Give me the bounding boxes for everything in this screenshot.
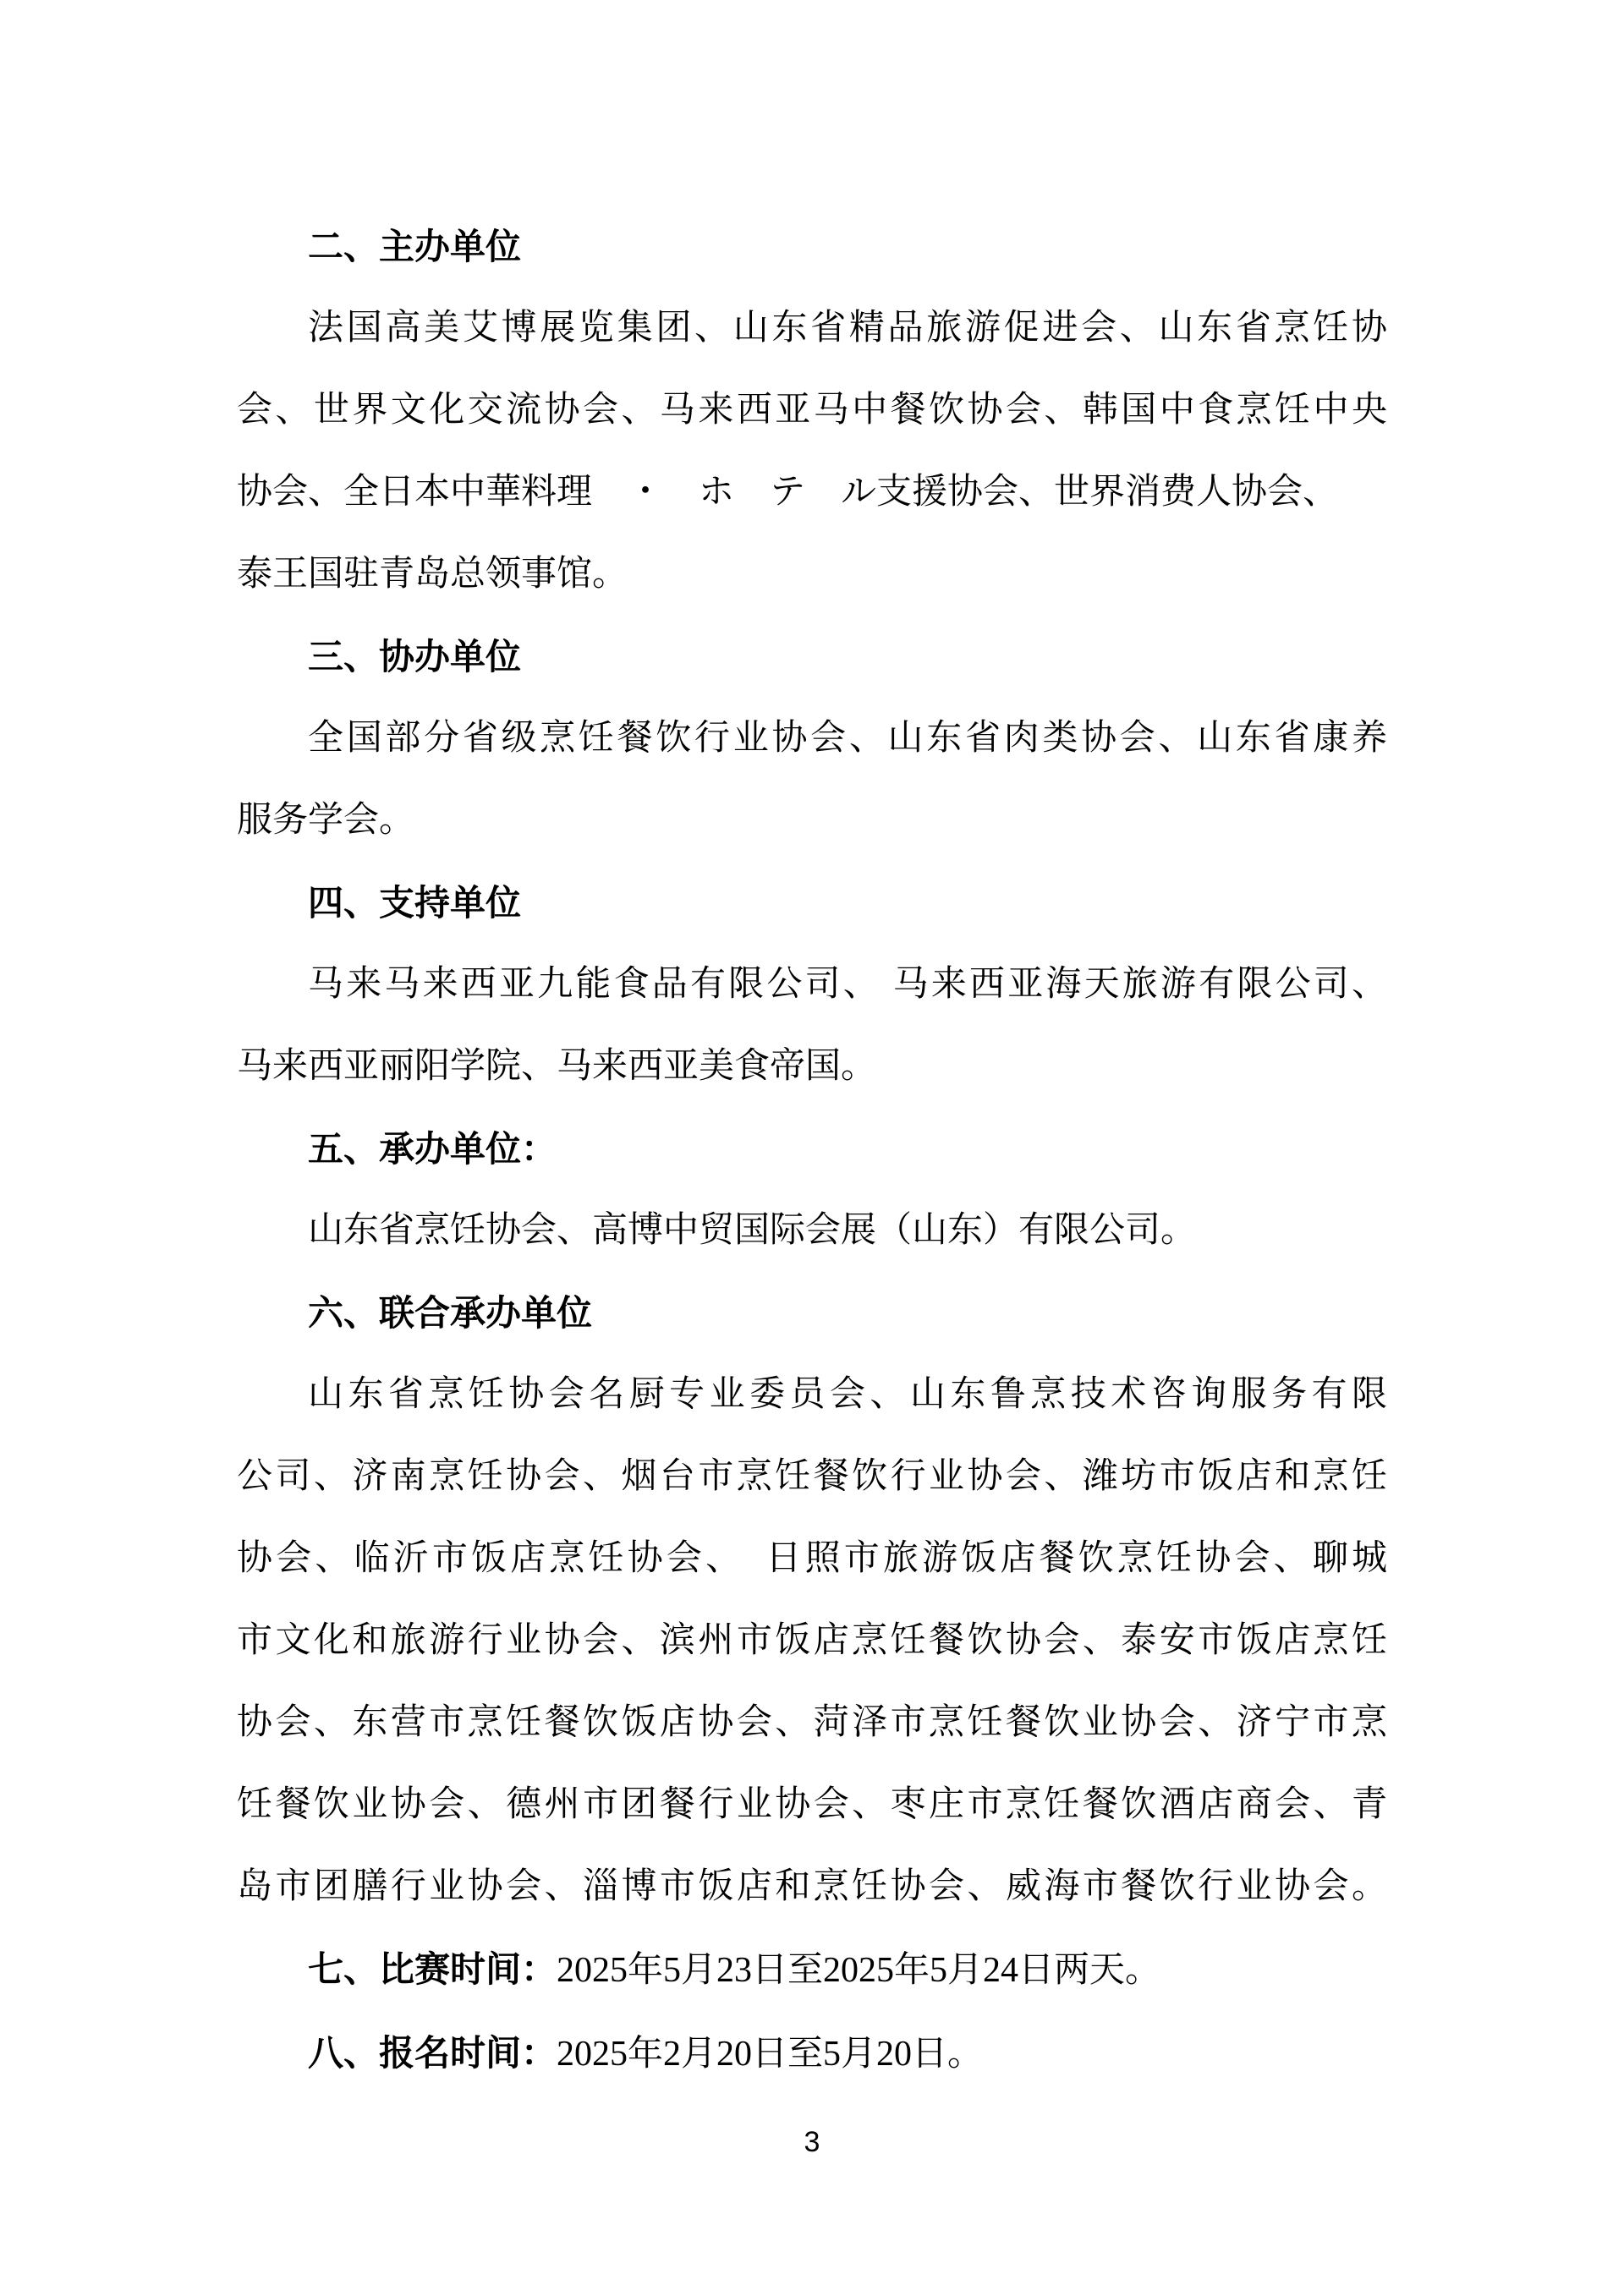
section-heading-supporters: 四、支持单位	[308, 883, 522, 923]
body-line: 山东省烹饪协会名厨专业委员会、山东鲁烹技术咨询服务有限	[308, 1375, 1387, 1414]
section-heading-co-organizers: 三、协办单位	[308, 637, 522, 677]
body-line: 市文化和旅游行业协会、滨州市饭店烹饪餐饮协会、泰安市饭店烹饪	[237, 1621, 1387, 1660]
competition-time-value: 2025年5月23日至2025年5月24日两天。	[557, 1951, 1161, 1990]
registration-time-label: 八、报名时间：	[308, 2033, 557, 2073]
body-line: 法国高美艾博展览集团、山东省精品旅游促进会、山东省烹饪协	[308, 309, 1387, 348]
body-line: 会、世界文化交流协会、马来西亚马中餐饮协会、韩国中食烹饪中央	[237, 391, 1387, 430]
section-heading-undertakers: 五、承办单位：	[308, 1129, 557, 1169]
body-line: 泰王国驻青岛总领事馆。	[237, 555, 628, 594]
registration-time-value: 2025年2月20日至5月20日。	[557, 2035, 984, 2074]
body-line: 协会、全日本中華料理 ・ ホ テ ル支援协会、世界消费人协会、	[237, 473, 1339, 512]
body-line: 协会、临沂市饭店烹饪协会、 日照市旅游饭店餐饮烹饪协会、聊城	[237, 1539, 1387, 1578]
body-line: 马来西亚丽阳学院、马来西亚美食帝国。	[237, 1047, 877, 1086]
body-line: 全国部分省级烹饪餐饮行业协会、山东省肉类协会、山东省康养	[308, 719, 1387, 758]
body-line: 岛市团膳行业协会、淄博市饭店和烹饪协会、威海市餐饮行业协会。	[237, 1867, 1387, 1906]
competition-time-line	[237, 1928, 1387, 2012]
section-heading-joint-undertakers: 六、联合承办单位	[308, 1293, 593, 1333]
section-heading-organizers: 二、主办单位	[308, 227, 522, 266]
body-line: 协会、东营市烹饪餐饮饭店协会、菏泽市烹饪餐饮业协会、济宁市烹	[237, 1703, 1387, 1742]
body-line: 马来马来西亚九能食品有限公司、 马来西亚海天旅游有限公司、	[308, 965, 1387, 1004]
body-line: 山东省烹饪协会、高博中贸国际会展（山东）有限公司。	[308, 1211, 1197, 1250]
page-number: 3	[804, 2126, 820, 2158]
page-content	[237, 205, 1387, 2096]
body-line: 服务学会。	[237, 801, 415, 840]
body-line: 饪餐饮业协会、德州市团餐行业协会、枣庄市烹饪餐饮酒店商会、青	[237, 1785, 1387, 1824]
body-line: 公司、济南烹饪协会、烟台市烹饪餐饮行业协会、潍坊市饭店和烹饪	[237, 1457, 1387, 1496]
registration-time-line	[237, 2012, 1387, 2096]
competition-time-label: 七、比赛时间：	[308, 1949, 557, 1989]
